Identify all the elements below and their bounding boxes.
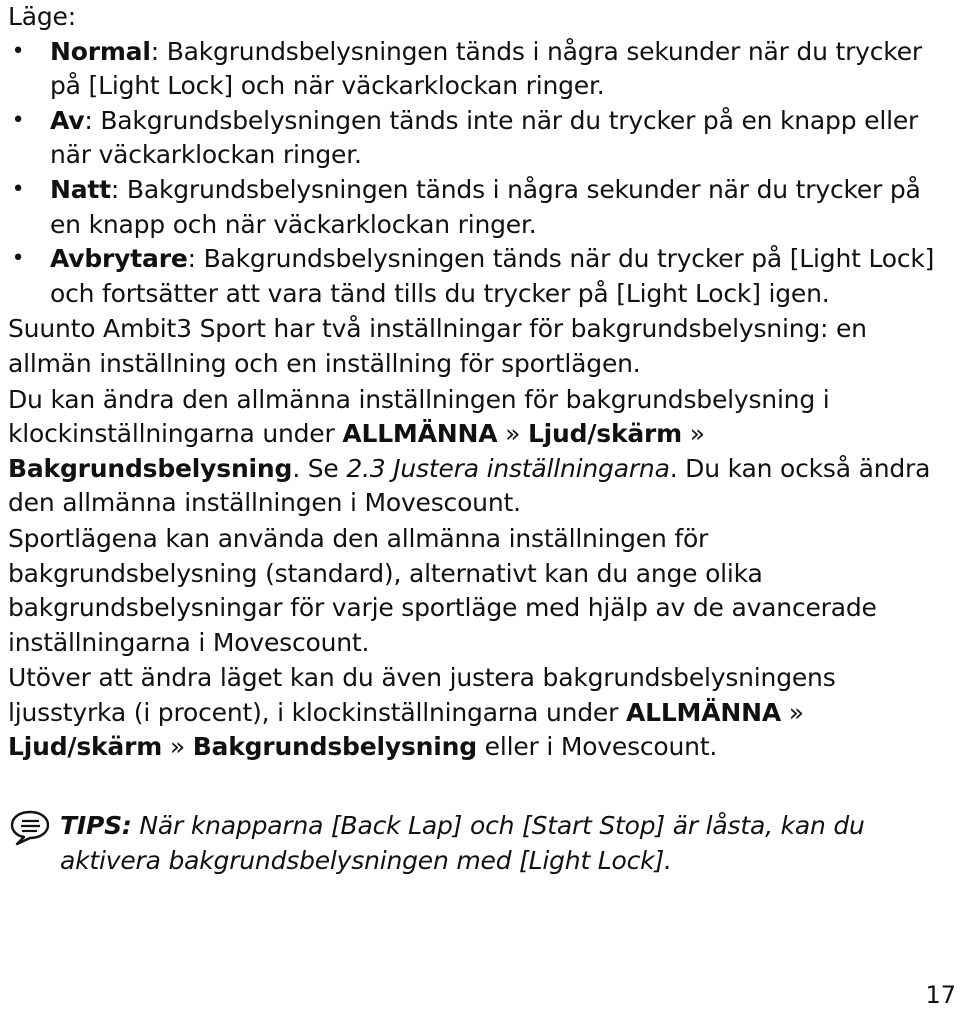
mode-description: Bakgrundsbelysningen tänds inte när du trycker på en knapp eller när väckarklockan ringer. <box>50 105 919 170</box>
tip-box <box>8 809 953 878</box>
list-item: • Avbrytare: Bakgrundsbelysningen tänds när du trycker på [Light Lock] och fortsätter att vara tänd tills du trycker på [Light Lock] igen. <box>8 242 953 311</box>
paragraph-backlight-settings: Suunto Ambit3 Sport har två inställningar för bakgrundsbelysning: en allmän inställning och en inställning för sportlägen. <box>8 314 867 378</box>
mode-term: Natt <box>50 174 111 204</box>
menu-path-backlight: Bakgrundsbelysning <box>8 453 293 483</box>
tip-speech-icon <box>8 809 52 847</box>
menu-path-sound-display: Ljud/skärm <box>8 732 163 762</box>
bullet-icon: • <box>11 246 25 272</box>
mode-term: Normal <box>50 36 151 66</box>
tip-label: TIPS: <box>60 811 132 841</box>
list-item: • Normal: Bakgrundsbelysningen tänds i några sekunder när du trycker på [Light Lock] och när väckarklockan ringer. <box>8 35 953 104</box>
section-heading: Läge: <box>8 2 76 31</box>
tip-text: TIPS: När knapparna [Back Lap] och [Start Stop] är låsta, kan du aktivera bakgrundsbelysningen med [Light Lock]. <box>60 811 865 875</box>
bullet-icon: • <box>11 176 25 202</box>
menu-path-sound-display: Ljud/skärm <box>527 419 683 449</box>
mode-description: Bakgrundsbelysningen tänds i några sekunder när du trycker på [Light Lock] och när väckarklockan ringer. <box>50 36 922 101</box>
manual-page-content <box>8 0 953 878</box>
menu-path-backlight: Bakgrundsbelysning <box>192 732 477 762</box>
menu-path-general: ALLMÄNNA <box>342 419 498 449</box>
mode-list <box>8 35 953 312</box>
bullet-icon: • <box>11 107 25 133</box>
mode-description: Bakgrundsbelysningen tänds i några sekunder när du trycker på en knapp och när väckarklockan ringer. <box>50 174 921 239</box>
bullet-icon: • <box>11 38 25 64</box>
page-number: 17 <box>925 981 956 1009</box>
paragraph-brightness: Utöver att ändra läget kan du även justera bakgrundsbelysningens ljusstyrka (i procent), i klockinställningarna under ALLMÄNNA » Ljud/skärm » Bakgrundsbelysning eller i Movescount. <box>8 663 836 762</box>
mode-description: Bakgrundsbelysningen tänds när du trycker på [Light Lock] och fortsätter att vara tänd tills du trycker på [Light Lock] igen. <box>50 244 935 308</box>
list-item: • Natt: Bakgrundsbelysningen tänds i några sekunder när du trycker på en knapp och när väckarklockan ringer. <box>8 173 953 242</box>
paragraph-general-setting: Du kan ändra den allmänna inställningen för bakgrundsbelysning i klockinställningarna under ALLMÄNNA » Ljud/skärm » Bakgrundsbelysning. Se 2.3 Justera inställningarna. Du kan också ändra den allmänna inställningen i Movescount. <box>8 384 931 518</box>
paragraph-sport-modes: Sportlägena kan använda den allmänna inställningen för bakgrundsbelysning (standard), alternativt kan du ange olika bakgrundsbelysningar för varje sportläge med hjälp av de avancerade inställningarna i Movescount. <box>8 523 877 657</box>
section-reference-link[interactable]: 2.3 Justera inställningarna <box>346 453 670 483</box>
mode-term: Av <box>50 105 85 135</box>
list-item: • Av: Bakgrundsbelysningen tänds inte när du trycker på en knapp eller när väckarklockan ringer. <box>8 104 953 173</box>
menu-path-general: ALLMÄNNA <box>625 697 781 727</box>
mode-term: Avbrytare <box>50 244 188 274</box>
